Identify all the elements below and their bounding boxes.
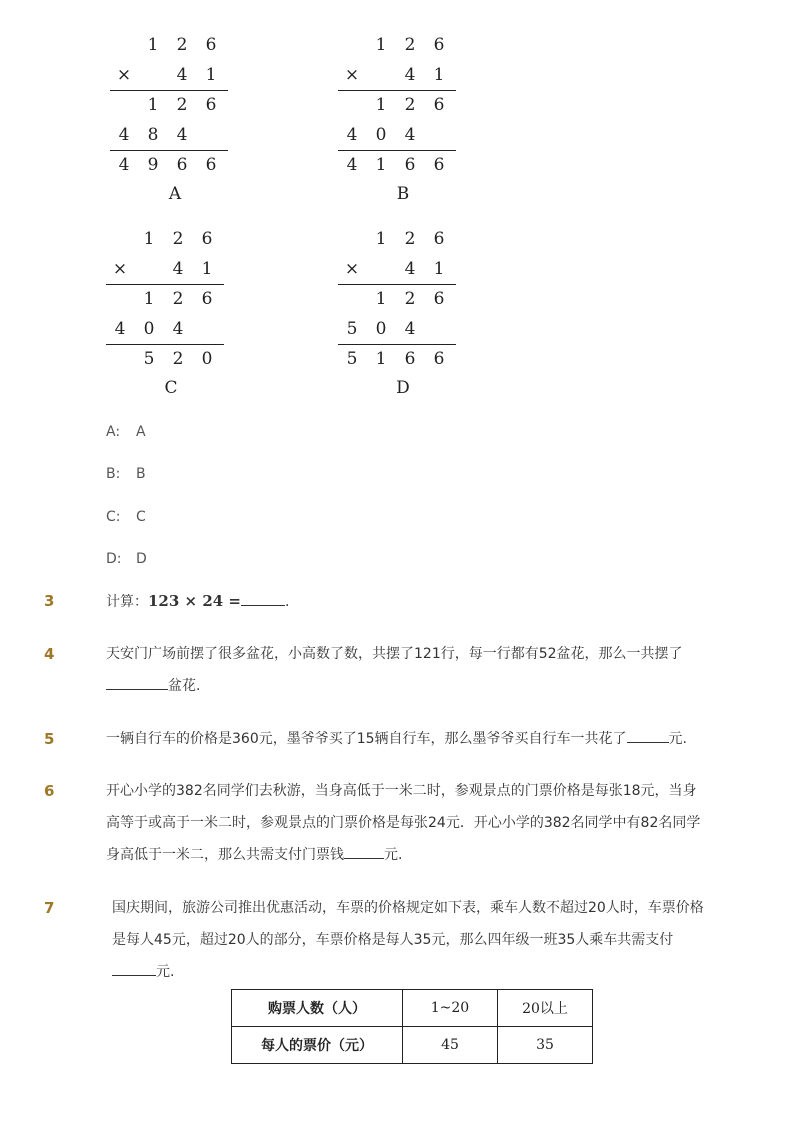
- divider-line: [110, 150, 228, 151]
- times-sign: ×: [344, 259, 360, 279]
- digit: 1: [375, 155, 387, 175]
- digit: 6: [205, 95, 217, 115]
- digit: 6: [404, 155, 416, 175]
- digit: 4: [404, 259, 416, 279]
- question-number: 5: [44, 730, 55, 748]
- answer-blank[interactable]: [112, 959, 156, 976]
- digit: 8: [147, 125, 159, 145]
- digit: 1: [375, 95, 387, 115]
- digit: 4: [404, 125, 416, 145]
- option-c[interactable]: C: C: [106, 509, 146, 525]
- digit: 2: [176, 95, 188, 115]
- digit: 1: [433, 259, 445, 279]
- digit: 6: [433, 155, 445, 175]
- digit: 6: [205, 35, 217, 55]
- table-row: 每人的票价（元） 45 35: [232, 1027, 593, 1064]
- digit: 4: [176, 65, 188, 85]
- digit: 1: [205, 65, 217, 85]
- question-number: 4: [44, 645, 55, 663]
- answer-blank[interactable]: [344, 842, 384, 859]
- question-6-text: 开心小学的382名同学们去秋游，当身高低于一米二时，参观景点的门票价格是每张18元，当身 高等于或高于一米二时，参观景点的门票价格是每张24元．开心小学的382名同学中有82名同学 身高低于一米二，那么共需支付门票钱 元.: [106, 783, 701, 863]
- digit: 6: [433, 35, 445, 55]
- option-d[interactable]: D: D: [106, 551, 147, 567]
- calculation-a: [110, 34, 270, 214]
- digit: 1: [143, 289, 155, 309]
- question-number: 6: [44, 782, 55, 800]
- digit: 6: [176, 155, 188, 175]
- digit: 6: [404, 349, 416, 369]
- digit: 1: [375, 289, 387, 309]
- figure-caption: B: [396, 184, 410, 204]
- question-number: 3: [44, 592, 55, 610]
- answer-blank[interactable]: [106, 673, 168, 690]
- figure-caption: A: [168, 184, 182, 204]
- digit: 6: [201, 229, 213, 249]
- digit: 2: [172, 229, 184, 249]
- digit: 6: [433, 229, 445, 249]
- digit: 0: [375, 319, 387, 339]
- digit: 2: [172, 349, 184, 369]
- divider-line: [338, 90, 456, 91]
- digit: 4: [114, 319, 126, 339]
- digit: 6: [433, 289, 445, 309]
- digit: 4: [346, 155, 358, 175]
- digit: 1: [147, 95, 159, 115]
- digit: 2: [404, 229, 416, 249]
- option-a[interactable]: A: A: [106, 424, 146, 440]
- digit: 4: [172, 259, 184, 279]
- digit: 4: [346, 125, 358, 145]
- digit: 1: [201, 259, 213, 279]
- figure-caption: D: [396, 378, 410, 398]
- digit: 1: [143, 229, 155, 249]
- digit: 4: [404, 65, 416, 85]
- divider-line: [338, 284, 456, 285]
- calculation-b: [338, 34, 498, 214]
- divider-line: [338, 344, 456, 345]
- digit: 6: [201, 289, 213, 309]
- question-3-text: 计算：123 × 24 = .: [106, 585, 289, 618]
- question-5-text: 一辆自行车的价格是360元，墨爷爷买了15辆自行车，那么墨爷爷买自行车一共花了 元.: [106, 723, 687, 755]
- calculation-d: [338, 228, 498, 408]
- question-number: 7: [44, 899, 55, 917]
- answer-blank[interactable]: [241, 589, 285, 606]
- digit: 0: [375, 125, 387, 145]
- digit: 5: [143, 349, 155, 369]
- digit: 4: [118, 125, 130, 145]
- digit: 9: [147, 155, 159, 175]
- question-4-text: 天安门广场前摆了很多盆花，小高数了数，共摆了121行，每一行都有52盆花，那么一共摆了 盆花.: [106, 646, 683, 694]
- digit: 2: [176, 35, 188, 55]
- divider-line: [106, 344, 224, 345]
- divider-line: [106, 284, 224, 285]
- calculation-c: [106, 228, 266, 408]
- table-row: 购票人数（人） 1~20 20以上: [232, 990, 593, 1027]
- digit: 2: [404, 35, 416, 55]
- digit: 4: [172, 319, 184, 339]
- digit: 6: [433, 349, 445, 369]
- divider-line: [338, 150, 456, 151]
- digit: 2: [404, 95, 416, 115]
- digit: 6: [433, 95, 445, 115]
- times-sign: ×: [344, 65, 360, 85]
- digit: 1: [375, 229, 387, 249]
- digit: 1: [433, 65, 445, 85]
- digit: 4: [176, 125, 188, 145]
- digit: 4: [118, 155, 130, 175]
- divider-line: [110, 90, 228, 91]
- digit: 0: [201, 349, 213, 369]
- digit: 1: [147, 35, 159, 55]
- digit: 5: [346, 349, 358, 369]
- digit: 1: [375, 349, 387, 369]
- times-sign: ×: [112, 259, 128, 279]
- fare-table: [231, 989, 593, 1064]
- digit: 2: [404, 289, 416, 309]
- answer-blank[interactable]: [627, 726, 669, 743]
- digit: 5: [346, 319, 358, 339]
- digit: 1: [375, 35, 387, 55]
- figure-caption: C: [164, 378, 178, 398]
- digit: 2: [172, 289, 184, 309]
- question-7-text: 国庆期间，旅游公司推出优惠活动，车票的价格规定如下表，乘车人数不超过20人时，车票价格 是每人45元，超过20人的部分，车票价格是每人35元，那么四年级一班35人乘车共需支付 元.: [112, 900, 704, 980]
- times-sign: ×: [116, 65, 132, 85]
- digit: 4: [404, 319, 416, 339]
- digit: 6: [205, 155, 217, 175]
- option-b[interactable]: B: B: [106, 466, 146, 482]
- digit: 0: [143, 319, 155, 339]
